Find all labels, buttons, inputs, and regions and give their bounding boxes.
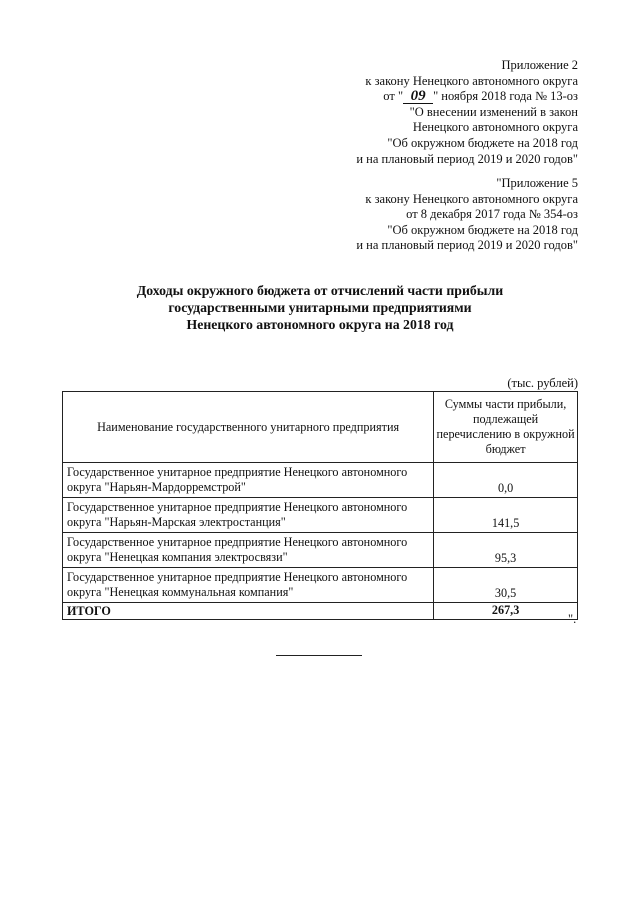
enterprise-name: Государственное унитарное предприятие Ненецкого автономного округа "Нарьян-Мардорремстрой" — [63, 463, 434, 498]
total-label: ИТОГО — [63, 603, 434, 620]
appendix-2-header — [356, 58, 578, 167]
appendix-2-line: Приложение 2 — [501, 58, 578, 72]
date-suffix: " ноября 2018 года № 13-оз — [433, 89, 578, 104]
enterprise-name: Государственное унитарное предприятие Ненецкого автономного округа "Нарьян-Марская электростанция" — [63, 498, 434, 533]
title-line: государственными унитарными предприятиями — [168, 300, 472, 315]
appendix-5-line: и на плановый период 2019 и 2020 годов" — [356, 238, 578, 253]
appendix-5-line: "Приложение 5 — [496, 176, 578, 190]
handwritten-day: 09 — [403, 90, 433, 104]
appendix-2-line: и на плановый период 2019 и 2020 годов" — [356, 151, 578, 166]
appendix-5-line: "Об окружном бюджете на 2018 год — [387, 222, 578, 237]
appendix-5-line: от 8 декабря 2017 года № 354-оз — [406, 207, 578, 222]
header-name: Наименование государственного унитарного предприятия — [63, 392, 434, 463]
enterprise-sum: 95,3 — [434, 533, 578, 568]
appendix-5-header — [356, 176, 578, 254]
appendix-2-line: Ненецкого автономного округа — [412, 120, 578, 135]
appendix-2-line: "О внесении изменений в закон — [409, 104, 578, 119]
appendix-5-line: к закону Ненецкого автономного округа — [365, 191, 578, 206]
title-line: Доходы окружного бюджета от отчислений части прибыли — [136, 283, 504, 298]
appendix-2-line: к закону Ненецкого автономного округа — [365, 73, 578, 88]
enterprise-sum: 0,0 — [434, 463, 578, 498]
total-sum: 267,3 — [434, 603, 578, 620]
enterprise-sum: 141,5 — [434, 498, 578, 533]
table-row — [63, 568, 578, 603]
appendix-2-date-line — [356, 89, 578, 105]
enterprise-name: Государственное унитарное предприятие Ненецкого автономного округа "Ненецкая компания электросвязи" — [63, 533, 434, 568]
title-line: Ненецкого автономного округа на 2018 год — [186, 317, 454, 332]
appendix-2-line: "Об окружном бюджете на 2018 год — [387, 135, 578, 150]
table-row — [63, 463, 578, 498]
closing-quote: ". — [568, 612, 577, 626]
date-prefix: от " — [383, 89, 404, 104]
table-row — [63, 533, 578, 568]
table-row — [63, 498, 578, 533]
header-sum: Суммы части прибыли, подлежащей перечислению в окружной бюджет — [434, 392, 578, 463]
enterprise-name: Государственное унитарное предприятие Ненецкого автономного округа "Ненецкая коммунальная компания" — [63, 568, 434, 603]
table-total-row — [63, 603, 578, 620]
document-title — [60, 282, 580, 333]
enterprise-sum: 30,5 — [434, 568, 578, 603]
units-label: (тыс. рублей) — [507, 376, 578, 390]
end-rule — [276, 655, 362, 656]
table-header-row — [63, 392, 578, 463]
revenue-table — [62, 391, 578, 620]
